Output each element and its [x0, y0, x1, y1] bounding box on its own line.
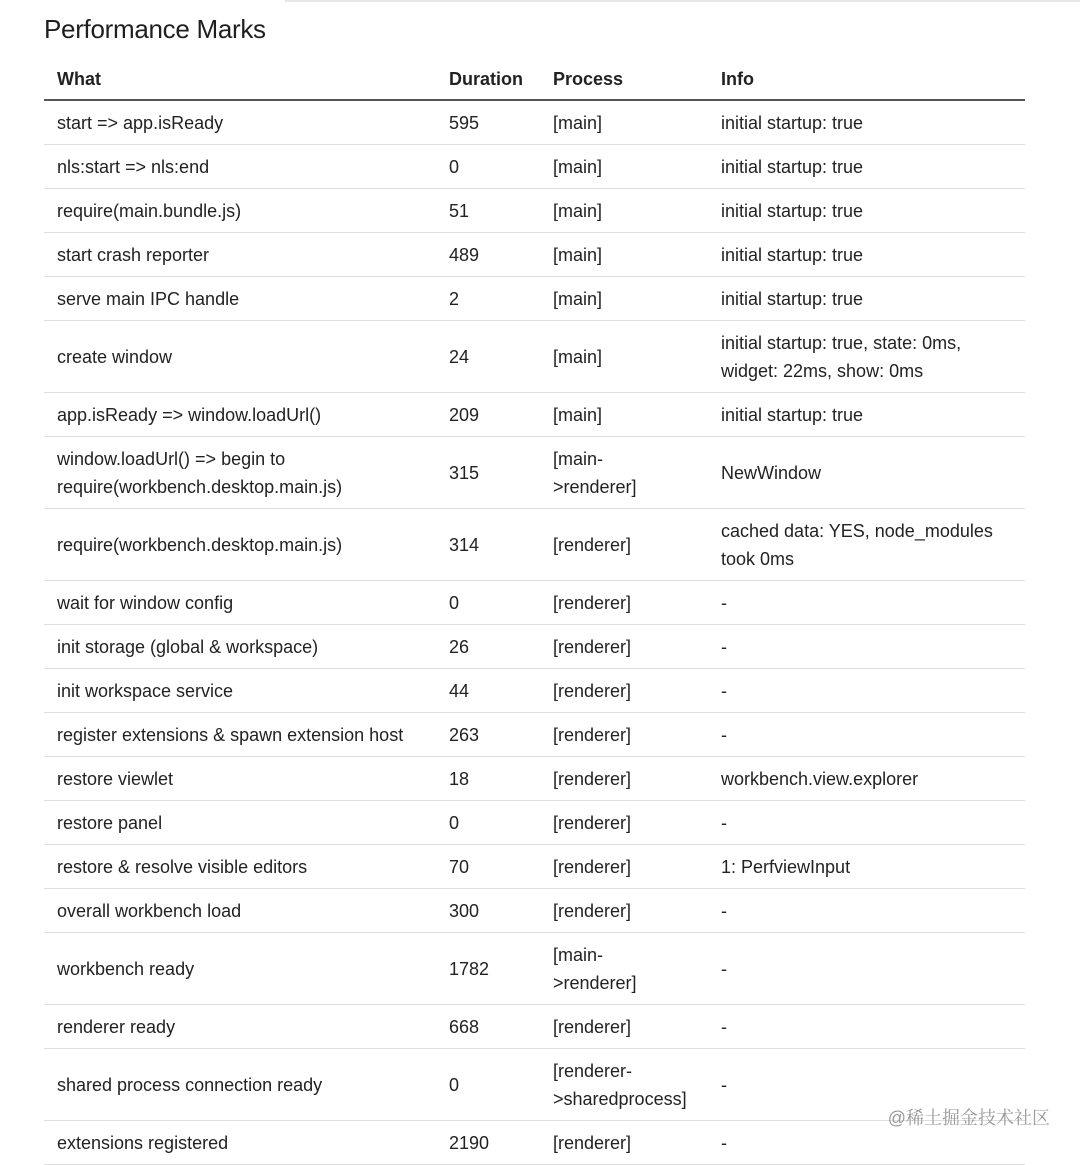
- cell-info: 1: PerfviewInput: [708, 845, 1025, 889]
- table-row: [44, 581, 1025, 625]
- cell-process: [main]: [540, 233, 708, 277]
- cell-duration: 314: [436, 509, 540, 581]
- cell-duration: 0: [436, 581, 540, 625]
- cell-info: cached data: YES, node_modules took 0ms: [708, 509, 1025, 581]
- column-header-info: Info: [708, 62, 1025, 100]
- cell-process: [main->renderer]: [540, 933, 708, 1005]
- cell-duration: 24: [436, 321, 540, 393]
- cell-what: require(main.bundle.js): [44, 189, 436, 233]
- table-row: [44, 189, 1025, 233]
- cell-process: [main]: [540, 393, 708, 437]
- page-title: Performance Marks: [44, 14, 266, 44]
- cell-what: serve main IPC handle: [44, 277, 436, 321]
- cell-duration: 300: [436, 889, 540, 933]
- cell-duration: 489: [436, 233, 540, 277]
- cell-duration: 70: [436, 845, 540, 889]
- cell-what: require(workbench.desktop.main.js): [44, 509, 436, 581]
- cell-duration: 595: [436, 100, 540, 145]
- cell-what: app.isReady => window.loadUrl(): [44, 393, 436, 437]
- cell-what: shared process connection ready: [44, 1049, 436, 1121]
- cell-what: window.loadUrl() => begin to require(workbench.desktop.main.js): [44, 437, 436, 509]
- cell-process: [renderer]: [540, 757, 708, 801]
- cell-process: [main]: [540, 145, 708, 189]
- cell-process: [renderer]: [540, 669, 708, 713]
- cell-info: -: [708, 801, 1025, 845]
- cell-info: -: [708, 933, 1025, 1005]
- cell-process: [renderer]: [540, 801, 708, 845]
- cell-what: extensions registered: [44, 1121, 436, 1165]
- cell-duration: 263: [436, 713, 540, 757]
- cell-process: [main]: [540, 100, 708, 145]
- cell-info: initial startup: true: [708, 233, 1025, 277]
- table-row: [44, 145, 1025, 189]
- table-row: [44, 1049, 1025, 1121]
- cell-what: renderer ready: [44, 1005, 436, 1049]
- cell-info: -: [708, 1005, 1025, 1049]
- cell-process: [renderer]: [540, 713, 708, 757]
- cell-info: NewWindow: [708, 437, 1025, 509]
- cell-what: nls:start => nls:end: [44, 145, 436, 189]
- cell-what: restore viewlet: [44, 757, 436, 801]
- cell-what: restore panel: [44, 801, 436, 845]
- cell-what: start crash reporter: [44, 233, 436, 277]
- column-header-process: Process: [540, 62, 708, 100]
- table-row: [44, 321, 1025, 393]
- cell-duration: 315: [436, 437, 540, 509]
- cell-info: initial startup: true: [708, 277, 1025, 321]
- cell-info: initial startup: true: [708, 393, 1025, 437]
- cell-info: initial startup: true: [708, 145, 1025, 189]
- table-row: [44, 233, 1025, 277]
- table-row: [44, 1005, 1025, 1049]
- cell-info: -: [708, 889, 1025, 933]
- cell-process: [main]: [540, 189, 708, 233]
- cell-process: [renderer]: [540, 1005, 708, 1049]
- cell-process: [renderer]: [540, 845, 708, 889]
- table-row: [44, 845, 1025, 889]
- cell-what: wait for window config: [44, 581, 436, 625]
- column-header-duration: Duration: [436, 62, 540, 100]
- cell-info: initial startup: true: [708, 189, 1025, 233]
- cell-info: -: [708, 669, 1025, 713]
- cell-duration: 26: [436, 625, 540, 669]
- table-row: [44, 757, 1025, 801]
- cell-what: init storage (global & workspace): [44, 625, 436, 669]
- table-row: [44, 669, 1025, 713]
- cell-duration: 0: [436, 801, 540, 845]
- cell-info: -: [708, 625, 1025, 669]
- table-row: [44, 713, 1025, 757]
- cell-duration: 1782: [436, 933, 540, 1005]
- cell-what: init workspace service: [44, 669, 436, 713]
- cell-process: [main->renderer]: [540, 437, 708, 509]
- table-row: [44, 277, 1025, 321]
- table-row: [44, 100, 1025, 145]
- table-row: [44, 437, 1025, 509]
- performance-marks-table: [44, 62, 1025, 1165]
- cell-what: overall workbench load: [44, 889, 436, 933]
- cell-duration: 44: [436, 669, 540, 713]
- table-header-row: [44, 62, 1025, 100]
- cell-duration: 18: [436, 757, 540, 801]
- column-header-what: What: [44, 62, 436, 100]
- cell-duration: 0: [436, 1049, 540, 1121]
- cell-process: [renderer]: [540, 509, 708, 581]
- cell-what: create window: [44, 321, 436, 393]
- cell-info: -: [708, 1049, 1025, 1121]
- cell-duration: 0: [436, 145, 540, 189]
- cell-duration: 2: [436, 277, 540, 321]
- cell-what: restore & resolve visible editors: [44, 845, 436, 889]
- cell-duration: 209: [436, 393, 540, 437]
- cell-process: [renderer->sharedprocess]: [540, 1049, 708, 1121]
- cell-info: initial startup: true: [708, 100, 1025, 145]
- cell-what: workbench ready: [44, 933, 436, 1005]
- table-row: [44, 625, 1025, 669]
- cell-process: [main]: [540, 321, 708, 393]
- cell-info: -: [708, 1121, 1025, 1165]
- cell-process: [renderer]: [540, 889, 708, 933]
- table-row: [44, 933, 1025, 1005]
- table-row: [44, 889, 1025, 933]
- table-row: [44, 1121, 1025, 1165]
- table-row: [44, 801, 1025, 845]
- top-divider: [285, 0, 1080, 2]
- cell-process: [main]: [540, 277, 708, 321]
- cell-info: initial startup: true, state: 0ms, widget: 22ms, show: 0ms: [708, 321, 1025, 393]
- cell-duration: 2190: [436, 1121, 540, 1165]
- watermark: @稀土掘金技术社区: [887, 1108, 1050, 1128]
- table-row: [44, 509, 1025, 581]
- table-row: [44, 393, 1025, 437]
- cell-what: start => app.isReady: [44, 100, 436, 145]
- cell-duration: 51: [436, 189, 540, 233]
- cell-info: -: [708, 581, 1025, 625]
- cell-process: [renderer]: [540, 625, 708, 669]
- cell-info: -: [708, 713, 1025, 757]
- cell-process: [renderer]: [540, 1121, 708, 1165]
- cell-what: register extensions & spawn extension host: [44, 713, 436, 757]
- cell-duration: 668: [436, 1005, 540, 1049]
- cell-process: [renderer]: [540, 581, 708, 625]
- cell-info: workbench.view.explorer: [708, 757, 1025, 801]
